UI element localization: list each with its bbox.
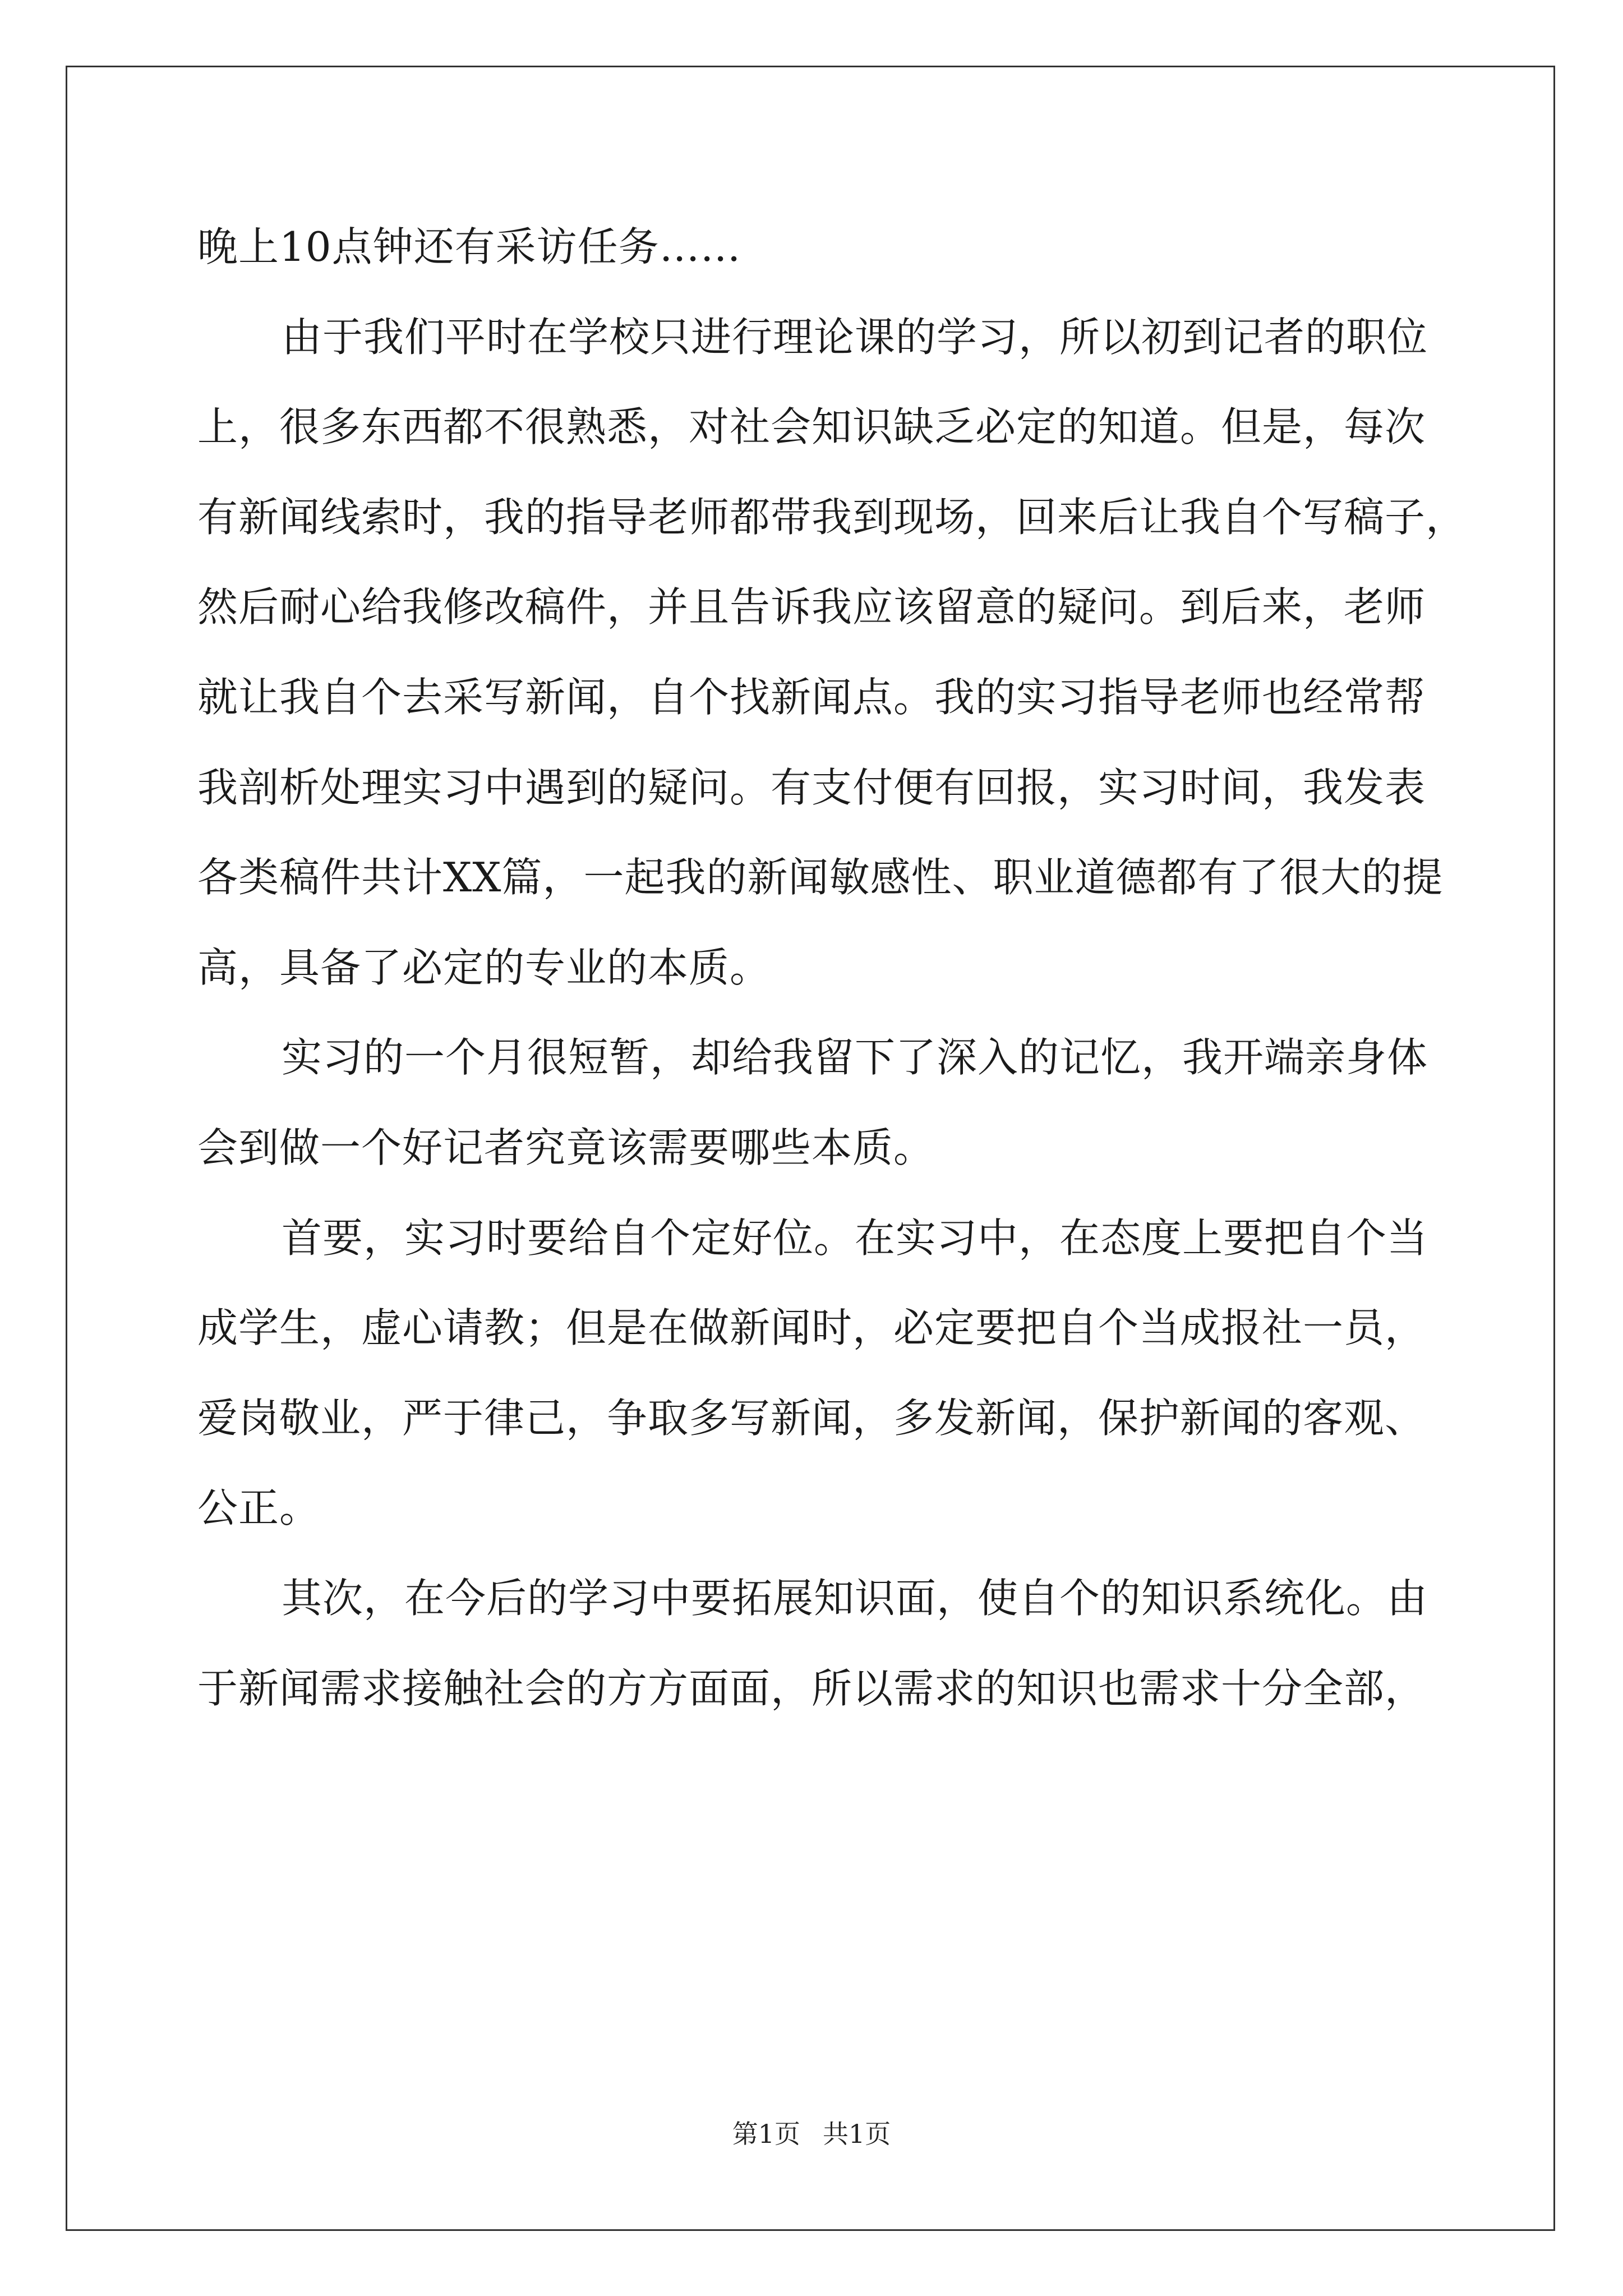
text-line-16: 其次，在今后的学习中要拓展知识面，使自个的知识系统化。由 (282, 1574, 1428, 1622)
text-line-1: 晚上10点钟还有采访任务…… (197, 223, 741, 270)
text-line-2: 由于我们平时在学校只进行理论课的学习，所以初到记者的职位 (282, 313, 1428, 361)
text-line-12: 首要，实习时要给自个定好位。在实习中，在态度上要把自个当 (282, 1214, 1428, 1262)
text-line-6: 就让我自个去采写新闻，自个找新闻点。我的实习指导老师也经常帮 (197, 673, 1426, 721)
document-body (197, 202, 1467, 1733)
text-line-8: 各类稿件共计XX篇，一起我的新闻敏感性、职业道德都有了很大的提 (197, 854, 1444, 901)
page-number-current: 第1页 (732, 2119, 800, 2149)
text-line-4: 有新闻线索时，我的指导老师都带我到现场，回来后让我自个写稿子， (197, 493, 1467, 541)
text-line-3: 上，很多东西都不很熟悉，对社会知识缺乏必定的知道。但是，每次 (197, 403, 1426, 451)
text-line-11: 会到做一个好记者究竟该需要哪些本质。 (197, 1124, 935, 1171)
text-line-7: 我剖析处理实习中遇到的疑问。有支付便有回报，实习时间，我发表 (197, 763, 1426, 811)
text-line-17: 于新闻需求接触社会的方方面面，所以需求的知识也需求十分全部， (197, 1664, 1426, 1712)
text-line-13: 成学生，虚心请教；但是在做新闻时，必定要把自个当成报社一员， (197, 1304, 1426, 1352)
text-line-15: 公正。 (197, 1484, 321, 1532)
text-line-10: 实习的一个月很短暂，却给我留下了深入的记忆，我开端亲身体 (282, 1034, 1428, 1082)
text-line-9: 高，具备了必定的专业的本质。 (197, 944, 771, 991)
text-line-5: 然后耐心给我修改稿件，并且告诉我应该留意的疑问。到后来，老师 (197, 583, 1426, 631)
page-number-total: 共1页 (823, 2119, 891, 2149)
page-footer (0, 2114, 1623, 2151)
text-line-14: 爱岗敬业，严于律己，争取多写新闻，多发新闻，保护新闻的客观、 (197, 1394, 1426, 1442)
